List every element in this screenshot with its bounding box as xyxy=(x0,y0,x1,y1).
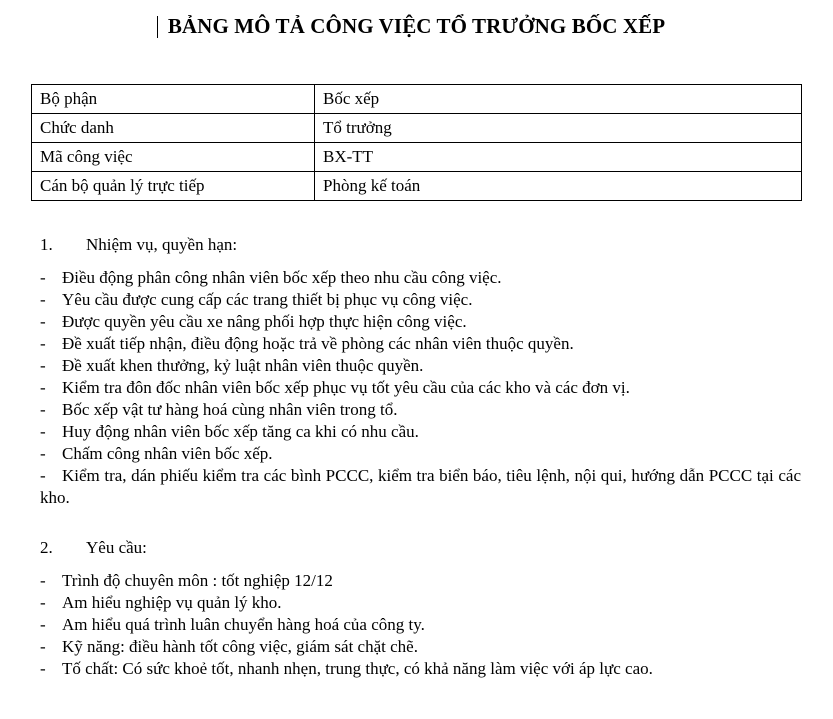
bullet-dash: - xyxy=(40,268,46,287)
list-item-text: Am hiểu nghiệp vụ quản lý kho. xyxy=(62,593,282,612)
requirements-list xyxy=(40,570,801,680)
section-title: Nhiệm vụ, quyền hạn: xyxy=(86,235,238,254)
list-item xyxy=(40,289,801,311)
list-item xyxy=(40,592,801,614)
job-info-table xyxy=(31,84,802,201)
list-item xyxy=(40,333,801,355)
row-value-department: Bốc xếp xyxy=(315,85,802,114)
bullet-dash: - xyxy=(40,356,46,375)
bullet-dash: - xyxy=(40,593,46,612)
row-label-job-code: Mã công việc xyxy=(32,143,315,172)
bullet-dash: - xyxy=(40,312,46,331)
document-title: BẢNG MÔ TẢ CÔNG VIỆC TỔ TRƯỞNG BỐC XẾP xyxy=(167,14,666,38)
list-item xyxy=(40,377,801,399)
bullet-dash: - xyxy=(40,422,46,441)
list-item xyxy=(40,355,801,377)
section-title: Yêu cầu: xyxy=(86,538,147,557)
list-item xyxy=(40,399,801,421)
list-item-text: Đề xuất khen thưởng, kỷ luật nhân viên thuộc quyền. xyxy=(62,356,424,375)
bullet-dash: - xyxy=(40,615,46,634)
list-item xyxy=(40,614,801,636)
section-heading-duties xyxy=(40,235,237,255)
row-value-position: Tổ trưởng xyxy=(315,114,802,143)
list-item-text: Trình độ chuyên môn : tốt nghiệp 12/12 xyxy=(62,571,333,590)
list-item xyxy=(40,465,801,509)
list-item-text: Tố chất: Có sức khoẻ tốt, nhanh nhẹn, trung thực, có khả năng làm việc với áp lực cao. xyxy=(62,659,653,678)
list-item-text: Kiểm tra đôn đốc nhân viên bốc xếp phục vụ tốt yêu cầu của các kho và các đơn vị. xyxy=(62,378,630,397)
bullet-dash: - xyxy=(40,659,46,678)
list-item xyxy=(40,443,801,465)
list-item-text: Đề xuất tiếp nhận, điều động hoặc trả về phòng các nhân viên thuộc quyền. xyxy=(62,334,574,353)
table-row xyxy=(32,114,802,143)
table-row xyxy=(32,172,802,201)
bullet-dash: - xyxy=(40,378,46,397)
list-item-text: Am hiểu quá trình luân chuyển hàng hoá của công ty. xyxy=(62,615,425,634)
bullet-dash: - xyxy=(40,637,46,656)
duties-list xyxy=(40,267,801,509)
row-label-manager: Cán bộ quản lý trực tiếp xyxy=(32,172,315,201)
list-item-text: Bốc xếp vật tư hàng hoá cùng nhân viên trong tổ. xyxy=(62,400,398,419)
bullet-dash: - xyxy=(40,400,46,419)
list-item-text: Huy động nhân viên bốc xếp tăng ca khi có nhu cầu. xyxy=(62,422,419,441)
bullet-dash: - xyxy=(40,444,46,463)
list-item-text: Điều động phân công nhân viên bốc xếp theo nhu cầu công việc. xyxy=(62,268,502,287)
list-item-text: Được quyền yêu cầu xe nâng phối hợp thực hiện công việc. xyxy=(62,312,467,331)
list-item-text: Chấm công nhân viên bốc xếp. xyxy=(62,444,273,463)
list-item xyxy=(40,658,801,680)
bullet-dash: - xyxy=(40,290,46,309)
section-number: 1. xyxy=(40,235,53,254)
list-item xyxy=(40,570,801,592)
bullet-dash: - xyxy=(40,466,46,485)
row-label-position: Chức danh xyxy=(32,114,315,143)
row-value-manager: Phòng kế toán xyxy=(315,172,802,201)
table-row xyxy=(32,85,802,114)
list-item xyxy=(40,267,801,289)
list-item xyxy=(40,636,801,658)
list-item-text: Yêu cầu được cung cấp các trang thiết bị phục vụ công việc. xyxy=(62,290,473,309)
list-item-text: Kiểm tra, dán phiếu kiểm tra các bình PCCC, kiểm tra biển báo, tiêu lệnh, nội qui, hướng dẫn PCCC tại các kho. xyxy=(40,466,801,507)
list-item-text: Kỹ năng: điều hành tốt công việc, giám sát chặt chẽ. xyxy=(62,637,418,656)
bullet-dash: - xyxy=(40,334,46,353)
row-label-department: Bộ phận xyxy=(32,85,315,114)
section-number: 2. xyxy=(40,538,53,557)
table-row xyxy=(32,143,802,172)
list-item xyxy=(40,421,801,443)
list-item xyxy=(40,311,801,333)
section-heading-requirements xyxy=(40,538,147,558)
bullet-dash: - xyxy=(40,571,46,590)
row-value-job-code: BX-TT xyxy=(315,143,802,172)
